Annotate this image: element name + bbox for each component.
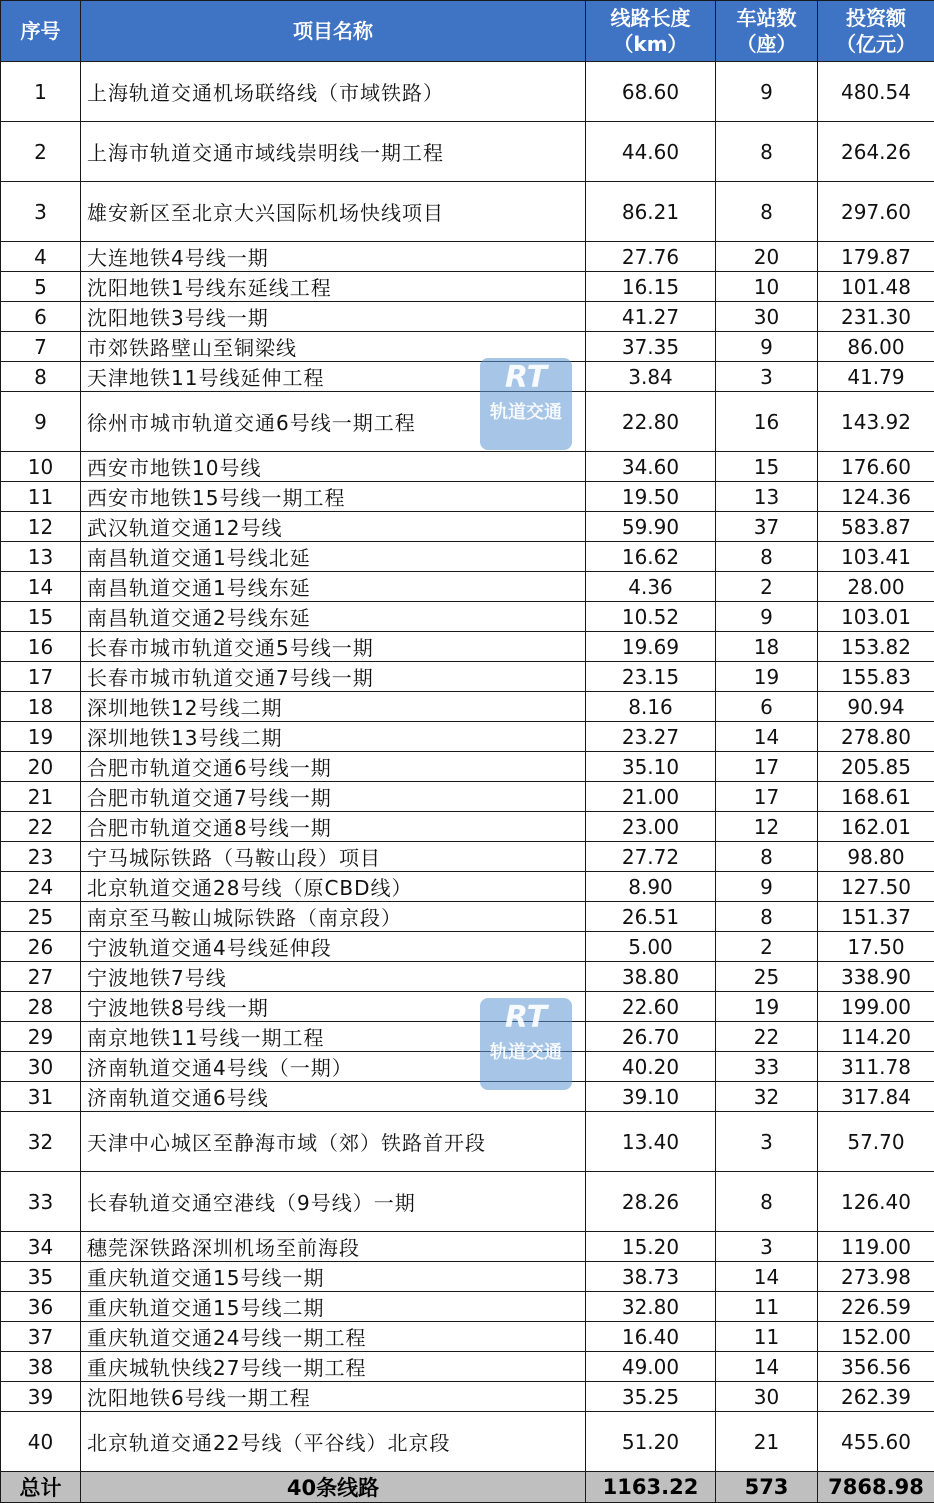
row-number: 17: [1, 662, 81, 692]
row-number: 22: [1, 812, 81, 842]
line-length: 8.90: [586, 872, 716, 902]
line-length: 44.60: [586, 122, 716, 182]
project-name: 天津地铁11号线延伸工程: [81, 362, 586, 392]
investment-amount: 262.39: [818, 1382, 934, 1412]
investment-amount: 162.01: [818, 812, 934, 842]
station-count: 25: [716, 962, 818, 992]
row-number: 39: [1, 1382, 81, 1412]
row-number: 7: [1, 332, 81, 362]
station-count: 8: [716, 1172, 818, 1232]
header-investment-unit: （亿元）: [818, 31, 934, 57]
table-row: [1, 182, 934, 242]
total-name: 40条线路: [81, 1472, 586, 1503]
investment-amount: 205.85: [818, 752, 934, 782]
station-count: 9: [716, 62, 818, 122]
table-body: [1, 62, 934, 1472]
row-number: 23: [1, 842, 81, 872]
header-no: 序号: [1, 1, 81, 62]
project-name: 大连地铁4号线一期: [81, 242, 586, 272]
table-row: [1, 1352, 934, 1382]
table-row: [1, 632, 934, 662]
table-row: [1, 242, 934, 272]
line-length: 22.80: [586, 392, 716, 452]
table-row: [1, 482, 934, 512]
header-length: [586, 1, 716, 62]
watermark-text: 轨道交通: [480, 1038, 572, 1068]
table-row: [1, 692, 934, 722]
table-row: [1, 1232, 934, 1262]
station-count: 16: [716, 392, 818, 452]
table-row: [1, 452, 934, 482]
project-name: 宁波轨道交通4号线延伸段: [81, 932, 586, 962]
investment-amount: 57.70: [818, 1112, 934, 1172]
project-name: 西安市地铁10号线: [81, 452, 586, 482]
row-number: 35: [1, 1262, 81, 1292]
line-length: 59.90: [586, 512, 716, 542]
table-row: [1, 932, 934, 962]
project-name: 沈阳地铁6号线一期工程: [81, 1382, 586, 1412]
line-length: 19.50: [586, 482, 716, 512]
project-name: 南京至马鞍山城际铁路（南京段）: [81, 902, 586, 932]
investment-amount: 17.50: [818, 932, 934, 962]
row-number: 31: [1, 1082, 81, 1112]
station-count: 10: [716, 272, 818, 302]
project-name: 长春市城市轨道交通7号线一期: [81, 662, 586, 692]
line-length: 86.21: [586, 182, 716, 242]
total-length: 1163.22: [586, 1472, 716, 1503]
investment-amount: 356.56: [818, 1352, 934, 1382]
line-length: 38.73: [586, 1262, 716, 1292]
investment-amount: 41.79: [818, 362, 934, 392]
line-length: 22.60: [586, 992, 716, 1022]
line-length: 35.25: [586, 1382, 716, 1412]
line-length: 16.62: [586, 542, 716, 572]
station-count: 33: [716, 1052, 818, 1082]
investment-amount: 311.78: [818, 1052, 934, 1082]
table-row: [1, 1172, 934, 1232]
station-count: 9: [716, 332, 818, 362]
row-number: 10: [1, 452, 81, 482]
project-name: 南昌轨道交通1号线北延: [81, 542, 586, 572]
station-count: 9: [716, 602, 818, 632]
investment-amount: 168.61: [818, 782, 934, 812]
row-number: 15: [1, 602, 81, 632]
investment-amount: 155.83: [818, 662, 934, 692]
table-row: [1, 542, 934, 572]
project-name: 穗莞深铁路深圳机场至前海段: [81, 1232, 586, 1262]
row-number: 8: [1, 362, 81, 392]
table-row: [1, 602, 934, 632]
project-name: 南京地铁11号线一期工程: [81, 1022, 586, 1052]
project-name: 宁波地铁7号线: [81, 962, 586, 992]
line-length: 21.00: [586, 782, 716, 812]
station-count: 30: [716, 1382, 818, 1412]
header-length-title: 线路长度: [586, 5, 715, 31]
line-length: 39.10: [586, 1082, 716, 1112]
row-number: 5: [1, 272, 81, 302]
project-name: 重庆城轨快线27号线一期工程: [81, 1352, 586, 1382]
investment-amount: 98.80: [818, 842, 934, 872]
table-row: [1, 782, 934, 812]
header-stations: [716, 1, 818, 62]
table-row: [1, 272, 934, 302]
table-row: [1, 962, 934, 992]
watermark-logo: [480, 358, 572, 450]
project-name: 沈阳地铁1号线东延线工程: [81, 272, 586, 302]
line-length: 27.72: [586, 842, 716, 872]
station-count: 14: [716, 722, 818, 752]
project-name: 西安市地铁15号线一期工程: [81, 482, 586, 512]
project-name: 深圳地铁12号线二期: [81, 692, 586, 722]
total-stations: 573: [716, 1472, 818, 1503]
row-number: 4: [1, 242, 81, 272]
row-number: 38: [1, 1352, 81, 1382]
investment-amount: 153.82: [818, 632, 934, 662]
station-count: 8: [716, 542, 818, 572]
line-length: 32.80: [586, 1292, 716, 1322]
row-number: 37: [1, 1322, 81, 1352]
project-name: 重庆轨道交通15号线二期: [81, 1292, 586, 1322]
row-number: 2: [1, 122, 81, 182]
row-number: 28: [1, 992, 81, 1022]
table-row: [1, 1082, 934, 1112]
station-count: 22: [716, 1022, 818, 1052]
station-count: 9: [716, 872, 818, 902]
line-length: 8.16: [586, 692, 716, 722]
row-number: 3: [1, 182, 81, 242]
row-number: 19: [1, 722, 81, 752]
header-length-unit: （km）: [586, 31, 715, 57]
line-length: 16.40: [586, 1322, 716, 1352]
watermark-logo: [480, 998, 572, 1090]
project-name: 雄安新区至北京大兴国际机场快线项目: [81, 182, 586, 242]
investment-amount: 151.37: [818, 902, 934, 932]
row-number: 36: [1, 1292, 81, 1322]
investment-amount: 199.00: [818, 992, 934, 1022]
line-length: 15.20: [586, 1232, 716, 1262]
line-length: 51.20: [586, 1412, 716, 1472]
station-count: 8: [716, 902, 818, 932]
station-count: 37: [716, 512, 818, 542]
table-row: [1, 362, 934, 392]
row-number: 27: [1, 962, 81, 992]
project-name: 沈阳地铁3号线一期: [81, 302, 586, 332]
header-name: 项目名称: [81, 1, 586, 62]
project-name: 武汉轨道交通12号线: [81, 512, 586, 542]
project-name: 宁波地铁8号线一期: [81, 992, 586, 1022]
line-length: 38.80: [586, 962, 716, 992]
row-number: 30: [1, 1052, 81, 1082]
row-number: 12: [1, 512, 81, 542]
total-investment: 7868.98: [818, 1472, 934, 1503]
station-count: 19: [716, 992, 818, 1022]
table-row: [1, 1292, 934, 1322]
table-row: [1, 332, 934, 362]
station-count: 14: [716, 1352, 818, 1382]
project-name: 长春市城市轨道交通5号线一期: [81, 632, 586, 662]
project-name: 市郊铁路壁山至铜梁线: [81, 332, 586, 362]
table-row: [1, 1412, 934, 1472]
investment-amount: 152.00: [818, 1322, 934, 1352]
project-name: 重庆轨道交通24号线一期工程: [81, 1322, 586, 1352]
table-row: [1, 872, 934, 902]
station-count: 3: [716, 1232, 818, 1262]
station-count: 2: [716, 932, 818, 962]
header-stations-title: 车站数: [716, 5, 817, 31]
station-count: 30: [716, 302, 818, 332]
table-row: [1, 1382, 934, 1412]
row-number: 13: [1, 542, 81, 572]
row-number: 20: [1, 752, 81, 782]
station-count: 15: [716, 452, 818, 482]
line-length: 5.00: [586, 932, 716, 962]
row-number: 16: [1, 632, 81, 662]
line-length: 13.40: [586, 1112, 716, 1172]
investment-amount: 317.84: [818, 1082, 934, 1112]
station-count: 11: [716, 1322, 818, 1352]
station-count: 12: [716, 812, 818, 842]
header-investment-title: 投资额: [818, 5, 934, 31]
header-stations-unit: （座）: [716, 31, 817, 57]
investment-amount: 583.87: [818, 512, 934, 542]
line-length: 35.10: [586, 752, 716, 782]
line-length: 19.69: [586, 632, 716, 662]
row-number: 6: [1, 302, 81, 332]
row-number: 32: [1, 1112, 81, 1172]
investment-amount: 124.36: [818, 482, 934, 512]
table-row: [1, 662, 934, 692]
investment-amount: 264.26: [818, 122, 934, 182]
investment-amount: 179.87: [818, 242, 934, 272]
station-count: 11: [716, 1292, 818, 1322]
project-name: 北京轨道交通28号线（原CBD线）: [81, 872, 586, 902]
investment-amount: 86.00: [818, 332, 934, 362]
line-length: 10.52: [586, 602, 716, 632]
table-row: [1, 1112, 934, 1172]
table-row: [1, 842, 934, 872]
row-number: 25: [1, 902, 81, 932]
row-number: 14: [1, 572, 81, 602]
line-length: 23.00: [586, 812, 716, 842]
investment-amount: 143.92: [818, 392, 934, 452]
table-row: [1, 1052, 934, 1082]
line-length: 28.26: [586, 1172, 716, 1232]
table-row: [1, 722, 934, 752]
investment-amount: 103.01: [818, 602, 934, 632]
investment-amount: 231.30: [818, 302, 934, 332]
project-name: 北京轨道交通22号线（平谷线）北京段: [81, 1412, 586, 1472]
row-number: 1: [1, 62, 81, 122]
line-length: 4.36: [586, 572, 716, 602]
table-row: [1, 392, 934, 452]
station-count: 2: [716, 572, 818, 602]
investment-amount: 103.41: [818, 542, 934, 572]
line-length: 23.15: [586, 662, 716, 692]
line-length: 41.27: [586, 302, 716, 332]
row-number: 29: [1, 1022, 81, 1052]
investment-amount: 338.90: [818, 962, 934, 992]
line-length: 68.60: [586, 62, 716, 122]
row-number: 33: [1, 1172, 81, 1232]
line-length: 37.35: [586, 332, 716, 362]
line-length: 34.60: [586, 452, 716, 482]
project-name: 长春轨道交通空港线（9号线）一期: [81, 1172, 586, 1232]
watermark-rt-logo: RT: [480, 998, 572, 1038]
investment-amount: 126.40: [818, 1172, 934, 1232]
line-length: 40.20: [586, 1052, 716, 1082]
table-row: [1, 62, 934, 122]
watermark-text: 轨道交通: [480, 398, 572, 428]
station-count: 8: [716, 182, 818, 242]
line-length: 16.15: [586, 272, 716, 302]
table-row: [1, 302, 934, 332]
watermark-rt-logo: RT: [480, 358, 572, 398]
station-count: 13: [716, 482, 818, 512]
table-row: [1, 992, 934, 1022]
project-name: 重庆轨道交通15号线一期: [81, 1262, 586, 1292]
station-count: 3: [716, 1112, 818, 1172]
station-count: 8: [716, 122, 818, 182]
table-row: [1, 752, 934, 782]
row-number: 26: [1, 932, 81, 962]
table-row: [1, 1262, 934, 1292]
station-count: 17: [716, 752, 818, 782]
project-name: 合肥市轨道交通6号线一期: [81, 752, 586, 782]
project-name: 南昌轨道交通2号线东延: [81, 602, 586, 632]
investment-amount: 114.20: [818, 1022, 934, 1052]
line-length: 49.00: [586, 1352, 716, 1382]
project-name: 上海市轨道交通市域线崇明线一期工程: [81, 122, 586, 182]
table-row: [1, 1022, 934, 1052]
investment-amount: 119.00: [818, 1232, 934, 1262]
line-length: 26.51: [586, 902, 716, 932]
project-name: 深圳地铁13号线二期: [81, 722, 586, 752]
line-length: 26.70: [586, 1022, 716, 1052]
row-number: 24: [1, 872, 81, 902]
total-row: [1, 1472, 934, 1503]
investment-amount: 273.98: [818, 1262, 934, 1292]
station-count: 21: [716, 1412, 818, 1472]
line-length: 3.84: [586, 362, 716, 392]
project-name: 南昌轨道交通1号线东延: [81, 572, 586, 602]
project-name: 宁马城际铁路（马鞍山段）项目: [81, 842, 586, 872]
row-number: 11: [1, 482, 81, 512]
investment-amount: 480.54: [818, 62, 934, 122]
project-name: 济南轨道交通4号线（一期）: [81, 1052, 586, 1082]
project-name: 上海轨道交通机场联络线（市域铁路）: [81, 62, 586, 122]
station-count: 20: [716, 242, 818, 272]
table-row: [1, 812, 934, 842]
table-row: [1, 1322, 934, 1352]
station-count: 8: [716, 842, 818, 872]
table-row: [1, 122, 934, 182]
investment-amount: 297.60: [818, 182, 934, 242]
station-count: 14: [716, 1262, 818, 1292]
row-number: 21: [1, 782, 81, 812]
header-investment: [818, 1, 934, 62]
total-label: 总计: [1, 1472, 81, 1503]
investment-amount: 90.94: [818, 692, 934, 722]
station-count: 32: [716, 1082, 818, 1112]
table-row: [1, 512, 934, 542]
project-name: 济南轨道交通6号线: [81, 1082, 586, 1112]
station-count: 18: [716, 632, 818, 662]
row-number: 9: [1, 392, 81, 452]
project-name: 天津中心城区至静海市域（郊）铁路首开段: [81, 1112, 586, 1172]
station-count: 6: [716, 692, 818, 722]
table-header-row: [1, 1, 934, 62]
table-row: [1, 572, 934, 602]
project-name: 合肥市轨道交通7号线一期: [81, 782, 586, 812]
project-name: 徐州市城市轨道交通6号线一期工程: [81, 392, 586, 452]
station-count: 3: [716, 362, 818, 392]
line-length: 27.76: [586, 242, 716, 272]
investment-amount: 226.59: [818, 1292, 934, 1322]
investment-amount: 176.60: [818, 452, 934, 482]
table-row: [1, 902, 934, 932]
investment-amount: 127.50: [818, 872, 934, 902]
station-count: 19: [716, 662, 818, 692]
investment-amount: 28.00: [818, 572, 934, 602]
project-name: 合肥市轨道交通8号线一期: [81, 812, 586, 842]
row-number: 18: [1, 692, 81, 722]
row-number: 34: [1, 1232, 81, 1262]
row-number: 40: [1, 1412, 81, 1472]
station-count: 17: [716, 782, 818, 812]
investment-amount: 278.80: [818, 722, 934, 752]
investment-amount: 455.60: [818, 1412, 934, 1472]
investment-amount: 101.48: [818, 272, 934, 302]
line-length: 23.27: [586, 722, 716, 752]
